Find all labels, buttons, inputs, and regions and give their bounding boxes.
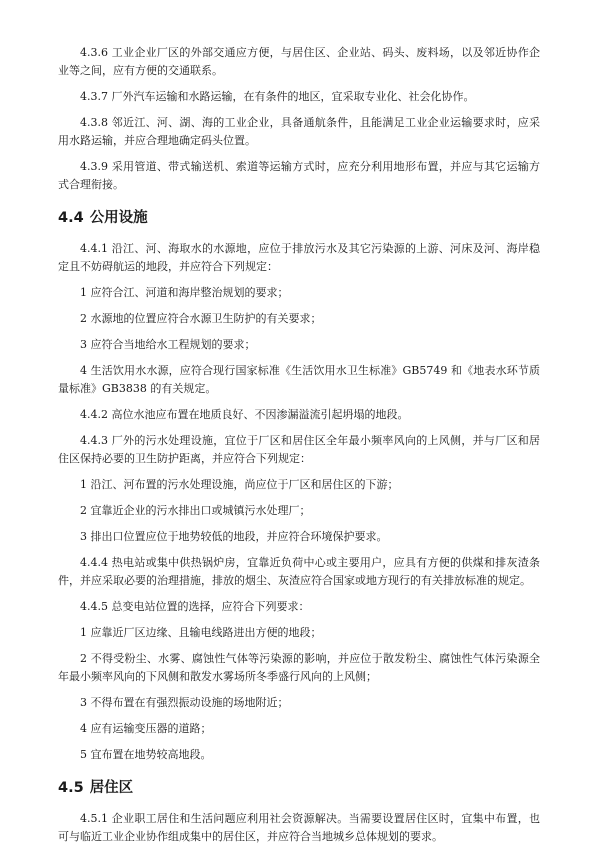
clause-4-3-8: 4.3.8 邻近江、河、湖、海的工业企业，具备通航条件，且能满足工业企业运输要求时，应采用水路运输，并应合理地确定码头位置。 (58, 116, 540, 147)
clause-4-4-5: 4.4.5 总变电站位置的选择，应符合下列要求： (80, 600, 310, 613)
clause-4-4-5-item-4: 4 应有运输变压器的道路； (80, 722, 212, 735)
document-page (58, 44, 540, 854)
section-title: 公用设施 (89, 210, 148, 226)
clause-4-4-5-item-5: 5 宜布置在地势较高地段。 (80, 748, 212, 761)
clause-4-4-3-item-1: 1 沿江、河布置的污水处理设施，尚应位于厂区和居住区的下游； (80, 478, 399, 491)
clause-4-4-5-item-3: 3 不得布置在有强烈振动设施的场地附近； (80, 696, 289, 709)
clause-4-4-5-item-1: 1 应靠近厂区边缘、且输电线路进出方便的地段； (80, 626, 322, 639)
clause-4-5-1: 4.5.1 企业职工居住和生活问题应利用社会资源解决。当需要设置居住区时，宜集中布置，也可与临近工业企业协作组成集中的居住区，并应符合当地城乡总体规划的要求。 (58, 812, 540, 843)
clause-4-4-1: 4.4.1 沿江、河、海取水的水源地，应位于排放污水及其它污染源的上游、河床及河、海岸稳定且不妨碍航运的地段，并应符合下列规定： (58, 242, 540, 273)
clause-4-3-9: 4.3.9 采用管道、带式输送机、索道等运输方式时，应充分利用地形布置，并应与其它运输方式合理衔接。 (58, 160, 540, 191)
section-number: 4.5 (58, 780, 84, 796)
clause-4-4-4: 4.4.4 热电站或集中供热锅炉房，宜靠近负荷中心或主要用户，应具有方便的供煤和排灰渣条件，并应采取必要的治理措施，排放的烟尘、灰渣应符合国家或地方现行的有关排放标准的规定。 (58, 556, 540, 587)
clause-4-3-7: 4.3.7 厂外汽车运输和水路运输，在有条件的地区，宜采取专业化、社会化协作。 (80, 90, 475, 103)
clause-4-4-3-item-3: 3 排出口位置应位于地势较低的地段，并应符合环境保护要求。 (80, 530, 388, 543)
clause-4-4-1-item-1: 1 应符合江、河道和海岸整治规划的要求； (80, 286, 289, 299)
section-title: 居住区 (89, 780, 134, 796)
section-number: 4.4 (58, 210, 84, 226)
clause-4-4-1-item-2: 2 水源地的位置应符合水源卫生防护的有关要求； (80, 312, 322, 325)
clause-4-4-2: 4.4.2 高位水池应布置在地质良好、不因渗漏溢流引起坍塌的地段。 (80, 408, 409, 421)
clause-4-4-1-item-3: 3 应符合当地给水工程规划的要求； (80, 338, 256, 351)
section-4-4-heading (58, 207, 540, 229)
clause-4-4-3-item-2: 2 宜靠近企业的污水排出口或城镇污水处理厂； (80, 504, 311, 517)
clause-4-4-5-item-2: 2 不得受粉尘、水雾、腐蚀性气体等污染源的影响，并应位于散发粉尘、腐蚀性气体污染源全年最小频率风向的下风侧和散发水雾场所冬季盛行风向的上风侧； (58, 652, 540, 683)
clause-4-4-1-item-4: 4 生活饮用水水源，应符合现行国家标准《生活饮用水卫生标准》GB5749 和《地表水环节质量标准》GB3838 的有关规定。 (58, 364, 540, 395)
clause-4-4-3: 4.4.3 厂外的污水处理设施，宜位于厂区和居住区全年最小频率风向的上风侧，并与厂区和居住区保持必要的卫生防护距离，并应符合下列规定： (58, 434, 540, 465)
clause-4-3-6: 4.3.6 工业企业厂区的外部交通应方便，与居住区、企业站、码头、废料场，以及邻近协作企业等之间，应有方便的交通联系。 (58, 46, 540, 77)
section-4-5-heading (58, 777, 540, 799)
